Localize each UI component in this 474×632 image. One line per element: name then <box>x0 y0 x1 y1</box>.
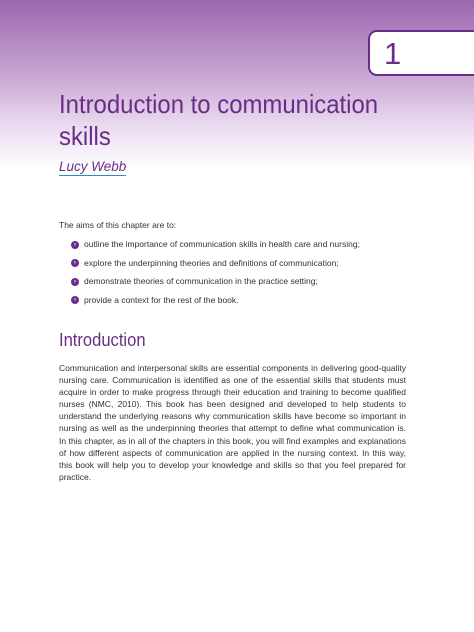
aim-text: explore the underpinning theories and definitions of communication; <box>84 257 339 268</box>
list-item <box>59 276 419 287</box>
arrow-circle-icon: › <box>71 296 79 304</box>
chapter-author: Lucy Webb <box>59 159 127 174</box>
chapter-number: 1 <box>384 36 402 71</box>
list-item <box>59 239 419 250</box>
chapter-title: Introduction to communication skills <box>59 89 379 151</box>
aims-intro: The aims of this chapter are to: <box>59 220 177 230</box>
aim-text: demonstrate theories of communication in the practice setting; <box>84 276 318 286</box>
arrow-circle-icon: › <box>71 278 79 286</box>
arrow-circle-icon: › <box>71 241 79 249</box>
arrow-circle-icon: › <box>71 259 79 267</box>
section-heading: Introduction <box>59 330 146 350</box>
chapter-number-box <box>368 30 474 76</box>
introduction-paragraph: Communication and interpersonal skills are essential components in delivering good-quality nursing care. Communication is identified as one of the essential skills that students must acquire in order to make progress through their education and training to become qualified nurses (NMC, 2010). This book has been designed and developed to help students to understand the underlying reasons why communication skills have become so important in nursing as well as the underpinning theories that attempt to define what communication is. In this chapter, as in all of the chapters in this book, you will find examples and explanations of how different aspects of communication are applied in the nursing context. In this way, this book will help you to develop your knowledge and skills so that you feel prepared for practice. <box>59 363 406 482</box>
aim-text: outline the importance of communication skills in health care and nursing; <box>84 239 360 249</box>
list-item <box>59 258 419 269</box>
aim-text: provide a context for the rest of the book. <box>84 294 239 305</box>
aims-list <box>59 239 419 313</box>
list-item <box>59 295 419 306</box>
